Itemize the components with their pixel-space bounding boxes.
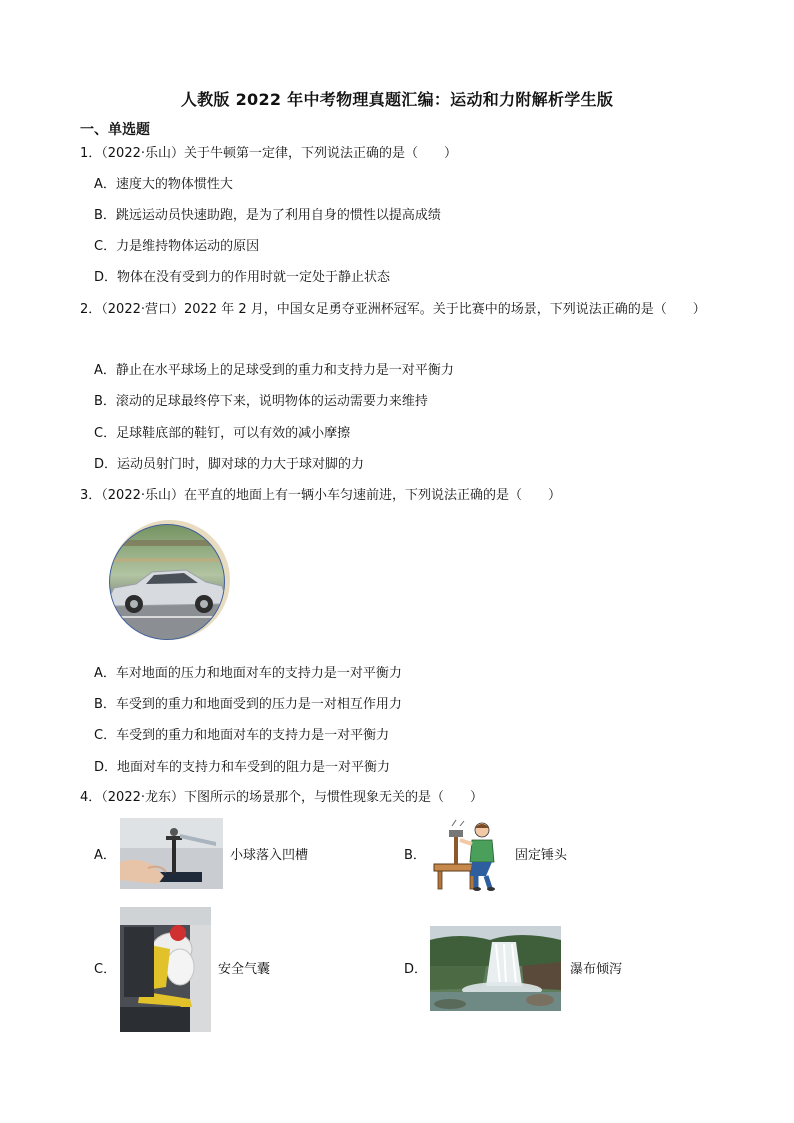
question-2-option-c: C．足球鞋底部的鞋钉，可以有效的减小摩擦 xyxy=(94,426,351,441)
question-1-option-c: C．力是维持物体运动的原因 xyxy=(94,239,260,254)
choice-c-letter: C． xyxy=(94,962,117,977)
question-3-option-d: D．地面对车的支持力和车受到的阻力是一对平衡力 xyxy=(94,760,391,775)
choice-d-letter: D． xyxy=(404,962,428,977)
question-1-stem: 1．（2022·乐山）关于牛顿第一定律，下列说法正确的是（ ） xyxy=(80,146,457,161)
question-2-option-a: A．静止在水平球场上的足球受到的重力和支持力是一对平衡力 xyxy=(94,363,454,378)
question-1-option-b: B．跳远运动员快速助跑，是为了利用自身的惯性以提高成绩 xyxy=(94,208,441,223)
hammer-fixing-image xyxy=(430,816,508,892)
choice-b-letter: B． xyxy=(404,848,426,863)
choice-a-letter: A． xyxy=(94,848,116,863)
airbag-image xyxy=(120,907,211,1032)
choice-a-caption: 小球落入凹槽 xyxy=(230,848,309,863)
question-3-option-a: A．车对地面的压力和地面对车的支持力是一对平衡力 xyxy=(94,666,402,681)
question-2-option-d: D．运动员射门时，脚对球的力大于球对脚的力 xyxy=(94,457,365,472)
choice-d-caption: 瀑布倾泻 xyxy=(570,962,623,977)
question-2-option-b: B．滚动的足球最终停下来，说明物体的运动需要力来维持 xyxy=(94,394,428,409)
question-3-stem: 3．（2022·乐山）在平直的地面上有一辆小车匀速前进，下列说法正确的是（ ） xyxy=(80,488,561,503)
question-1-option-d: D．物体在没有受到力的作用时就一定处于静止状态 xyxy=(94,270,391,285)
question-3-option-b: B．车受到的重力和地面受到的压力是一对相互作用力 xyxy=(94,697,402,712)
car-image xyxy=(100,520,234,642)
question-4-stem: 4．（2022·龙东）下图所示的场景那个，与惯性现象无关的是（ ） xyxy=(80,790,483,805)
choice-c-caption: 安全气囊 xyxy=(218,962,271,977)
question-1-option-a: A．速度大的物体惯性大 xyxy=(94,177,233,192)
question-2-stem: 2．（2022·营口）2022 年 2 月，中国女足勇夺亚洲杯冠军。关于比赛中的场景，下列说法正确的是（ ） xyxy=(80,302,706,317)
section-heading: 一、单选题 xyxy=(80,122,150,138)
ball-into-groove-image xyxy=(120,818,223,889)
choice-b-caption: 固定锤头 xyxy=(515,848,568,863)
question-3-option-c: C．车受到的重力和地面对车的支持力是一对平衡力 xyxy=(94,728,390,743)
page-title: 人教版 2022 年中考物理真题汇编：运动和力附解析学生版 xyxy=(180,90,614,109)
waterfall-image xyxy=(430,926,561,1011)
